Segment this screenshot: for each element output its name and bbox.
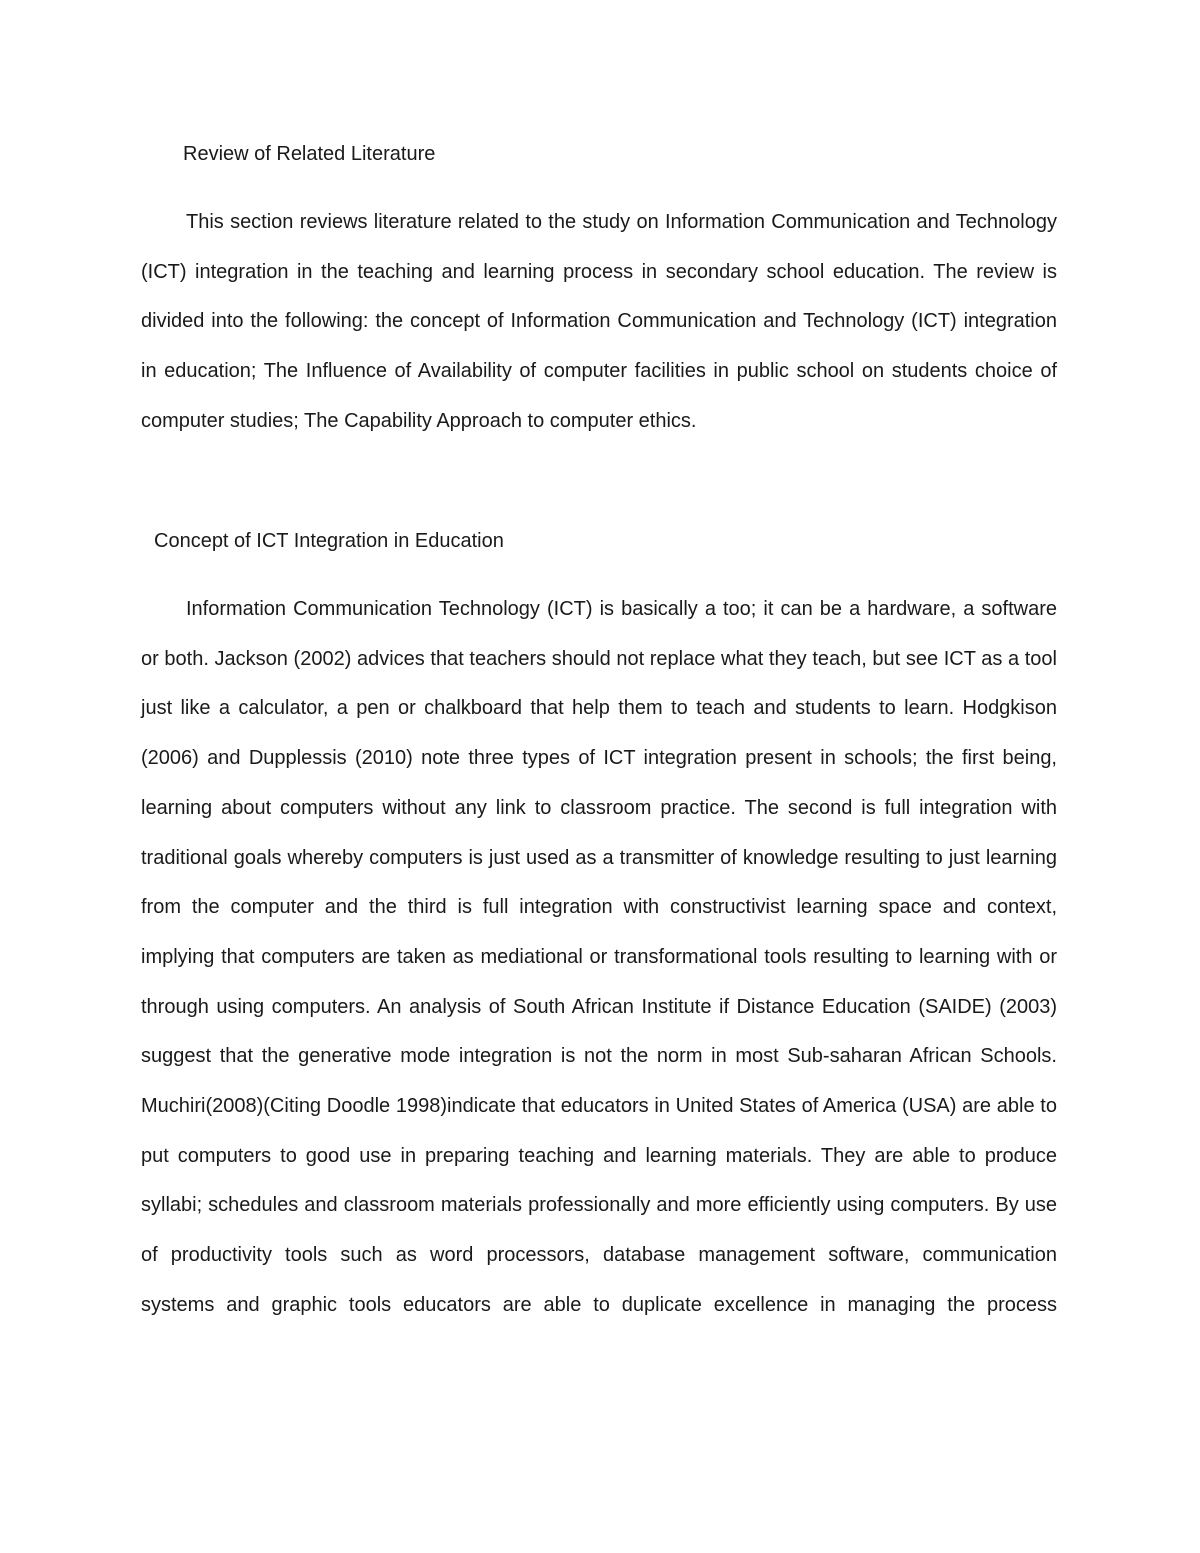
- body-paragraph: Information Communication Technology (ICT) is basically a too; it can be a hardware, a software or both. Jackson (2002) advices that teachers should not replace what they teach, but see ICT as a tool just like a calculator, a pen or chalkboard that help them to teach and students to learn. Hodgkison (2006) and Dupplessis (2010) note three types of ICT integration present in schools; the first being, learning about computers without any link to classroom practice. The second is full integration with traditional goals whereby computers is just used as a transmitter of knowledge resulting to just learning from the computer and the third is full integration with constructivist learning space and context, implying that computers are taken as mediational or transformational tools resulting to learning with or through using computers. An analysis of South African Institute if Distance Education (SAIDE) (2003) suggest that the generative mode integration is not the norm in most Sub-saharan African Schools. Muchiri(2008)(Citing Doodle 1998)indicate that educators in United States of America (USA) are able to put computers to good use in preparing teaching and learning materials. They are able to produce syllabi; schedules and classroom materials professionally and more efficiently using computers. By use of productivity tools such as word processors, database management software, communication systems and graphic tools educators are able to duplicate excellence in managing the process: [141, 598, 1057, 1316]
- intro-paragraph: This section reviews literature related to the study on Information Communication and Technology (ICT) integration in the teaching and learning process in secondary school education. The review is divided into the following: the concept of Information Communication and Technology (ICT) integration in education; The Influence of Availability of computer facilities in public school on students choice of computer studies; The Capability Approach to computer ethics.: [141, 211, 1057, 432]
- subheading: Concept of ICT Integration in Education: [154, 530, 504, 552]
- section-heading: Review of Related Literature: [183, 143, 436, 165]
